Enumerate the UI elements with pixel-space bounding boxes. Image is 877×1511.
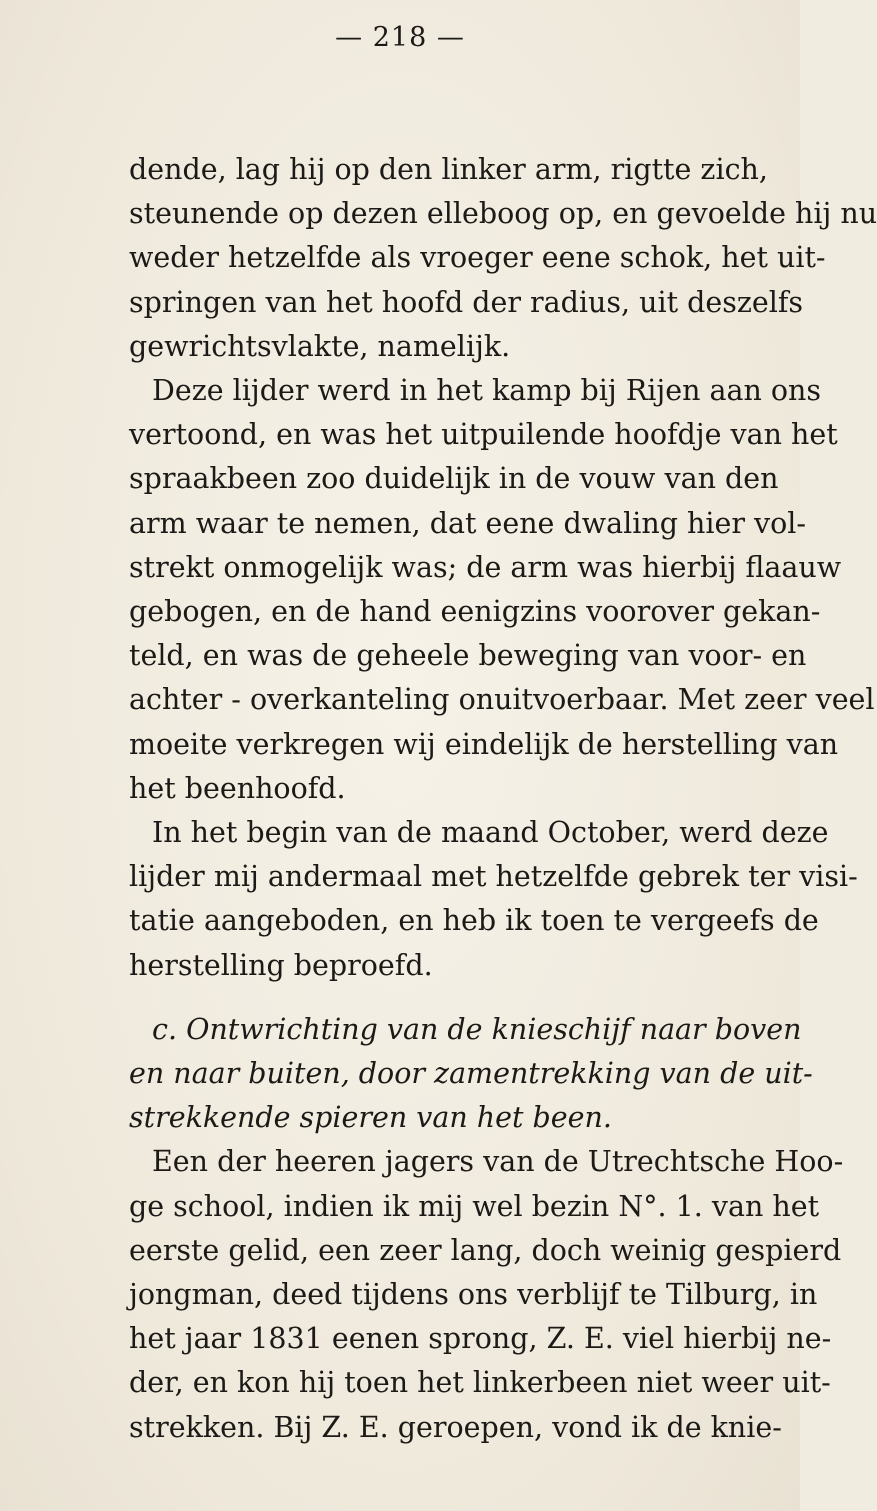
text-line-17: lijder mij andermaal met hetzelfde gebrek ter visi-: [129, 860, 858, 893]
text-line-6: Deze lijder werd in het kamp bij Rijen aan ons: [152, 374, 822, 407]
text-line-7: vertoond, en was het uitpuilende hoofdje van het: [129, 418, 838, 451]
text-line-12: teld, en was de geheele beweging van voor- en: [129, 639, 807, 672]
text-line-15: het beenhoofd.: [129, 772, 346, 805]
text-line-29: strekken. Bij Z. E. geroepen, vond ik de knie-: [129, 1411, 782, 1444]
text-line-2: steunende op dezen elleboog op, en gevoelde hij nu: [129, 197, 877, 230]
section-heading-line-3: strekkende spieren van het been.: [129, 1101, 612, 1134]
text-line-13: achter - overkanteling onuitvoerbaar. Met zeer veel: [129, 683, 875, 716]
text-line-27: het jaar 1831 eenen sprong, Z. E. viel hierbij ne-: [129, 1322, 832, 1355]
text-line-3: weder hetzelfde als vroeger eene schok, het uit-: [129, 241, 826, 274]
page-number: — 218 —: [335, 22, 465, 53]
text-line-18: tatie aangeboden, en heb ik toen te vergeefs de: [129, 904, 819, 937]
text-line-8: spraakbeen zoo duidelijk in de vouw van den: [129, 462, 779, 495]
text-line-24: ge school, indien ik mij wel bezin N°. 1. van het: [129, 1190, 820, 1223]
text-line-5: gewrichtsvlakte, namelijk.: [129, 330, 511, 363]
text-line-10: strekt onmogelijk was; de arm was hierbij flaauw: [129, 551, 842, 584]
text-line-23: Een der heeren jagers van de Utrechtsche Hoo-: [152, 1145, 844, 1178]
text-line-25: eerste gelid, een zeer lang, doch weinig gespierd: [129, 1234, 842, 1267]
text-line-14: moeite verkregen wij eindelijk de herstelling van: [129, 728, 839, 761]
text-line-19: herstelling beproefd.: [129, 949, 433, 982]
text-line-28: der, en kon hij toen het linkerbeen niet weer uit-: [129, 1366, 831, 1399]
text-line-16: In het begin van de maand October, werd deze: [152, 816, 829, 849]
text-line-11: gebogen, en de hand eenigzins voorover gekan-: [129, 595, 821, 628]
section-heading-line-1: c. Ontwrichting van de knieschijf naar boven: [152, 1013, 802, 1046]
text-line-26: jongman, deed tijdens ons verblijf te Tilburg, in: [129, 1278, 818, 1311]
text-line-9: arm waar te nemen, dat eene dwaling hier vol-: [129, 507, 807, 540]
section-heading-line-2: en naar buiten, door zamentrekking van de uit-: [129, 1057, 813, 1090]
text-line-1: dende, lag hij op den linker arm, rigtte zich,: [129, 153, 768, 186]
text-line-4: springen van het hoofd der radius, uit deszelfs: [129, 286, 804, 319]
